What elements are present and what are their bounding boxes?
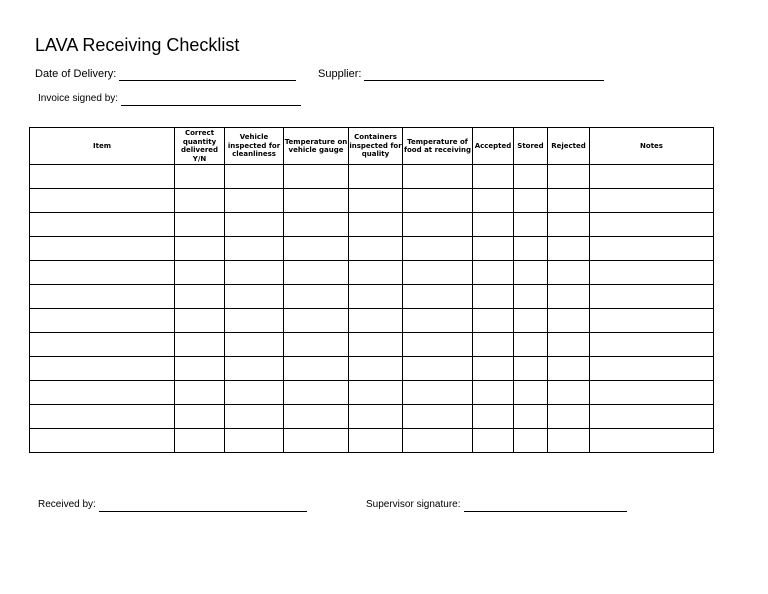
column-header-vehicle-inspected: Vehicle inspected for cleanliness	[225, 128, 284, 165]
table-cell[interactable]	[349, 285, 403, 309]
table-row	[30, 189, 714, 213]
table-cell[interactable]	[30, 333, 175, 357]
table-cell[interactable]	[403, 165, 473, 189]
table-row	[30, 237, 714, 261]
table-cell[interactable]	[590, 357, 714, 381]
table-cell[interactable]	[590, 381, 714, 405]
table-cell[interactable]	[514, 357, 548, 381]
column-header-accepted: Accepted	[473, 128, 514, 165]
table-cell[interactable]	[225, 213, 284, 237]
table-cell[interactable]	[30, 165, 175, 189]
supplier-label: Supplier:	[318, 68, 362, 80]
table-cell[interactable]	[473, 237, 514, 261]
date-of-delivery-label: Date of Delivery:	[35, 68, 117, 80]
table-cell[interactable]	[175, 213, 225, 237]
table-cell[interactable]	[514, 213, 548, 237]
invoice-signed-by-field	[38, 92, 301, 106]
table-cell[interactable]	[514, 381, 548, 405]
table-row	[30, 165, 714, 189]
supervisor-signature-line[interactable]	[464, 499, 627, 512]
table-cell[interactable]	[30, 309, 175, 333]
date-of-delivery-line[interactable]	[119, 68, 296, 81]
table-cell[interactable]	[473, 165, 514, 189]
table-cell[interactable]	[514, 405, 548, 429]
table-cell[interactable]	[349, 213, 403, 237]
table-cell[interactable]	[514, 165, 548, 189]
table-cell[interactable]	[403, 381, 473, 405]
table-cell[interactable]	[590, 405, 714, 429]
table-header-row	[30, 128, 714, 165]
table-cell[interactable]	[225, 285, 284, 309]
table-cell[interactable]	[473, 285, 514, 309]
table-cell[interactable]	[349, 309, 403, 333]
table-cell[interactable]	[403, 429, 473, 453]
table-cell[interactable]	[284, 189, 349, 213]
supervisor-signature-field	[366, 498, 627, 512]
table-row	[30, 285, 714, 309]
table-cell[interactable]	[30, 285, 175, 309]
table-cell[interactable]	[175, 237, 225, 261]
table-cell[interactable]	[548, 333, 590, 357]
table-cell[interactable]	[548, 261, 590, 285]
table-cell[interactable]	[403, 309, 473, 333]
column-header-containers-inspected: Containers inspected for quality	[349, 128, 403, 165]
table-cell[interactable]	[514, 237, 548, 261]
table-cell[interactable]	[175, 285, 225, 309]
table-cell[interactable]	[284, 261, 349, 285]
table-cell[interactable]	[225, 357, 284, 381]
invoice-signed-by-line[interactable]	[121, 93, 301, 106]
table-cell[interactable]	[473, 405, 514, 429]
table-cell[interactable]	[225, 405, 284, 429]
table-cell[interactable]	[403, 333, 473, 357]
table-cell[interactable]	[284, 285, 349, 309]
column-header-stored: Stored	[514, 128, 548, 165]
table-cell[interactable]	[349, 429, 403, 453]
column-header-temperature-vehicle: Temperature on vehicle gauge	[284, 128, 349, 165]
table-cell[interactable]	[349, 189, 403, 213]
table-cell[interactable]	[225, 165, 284, 189]
table-cell[interactable]	[349, 165, 403, 189]
table-cell[interactable]	[349, 261, 403, 285]
table-cell[interactable]	[590, 333, 714, 357]
table-body	[30, 165, 714, 453]
table-cell[interactable]	[30, 381, 175, 405]
table-cell[interactable]	[225, 309, 284, 333]
column-header-temperature-food: Temperature of food at receiving	[403, 128, 473, 165]
received-by-label: Received by:	[38, 499, 96, 510]
column-header-rejected: Rejected	[548, 128, 590, 165]
date-of-delivery-field	[35, 67, 296, 81]
table-cell[interactable]	[548, 165, 590, 189]
supplier-field	[318, 67, 604, 81]
table-cell[interactable]	[590, 165, 714, 189]
table-cell[interactable]	[514, 429, 548, 453]
table-row	[30, 381, 714, 405]
table-cell[interactable]	[403, 285, 473, 309]
table-row	[30, 213, 714, 237]
table-cell[interactable]	[514, 261, 548, 285]
table-cell[interactable]	[403, 261, 473, 285]
table-cell[interactable]	[473, 429, 514, 453]
table-cell[interactable]	[30, 213, 175, 237]
supervisor-signature-label: Supervisor signature:	[366, 499, 461, 510]
table-cell[interactable]	[30, 429, 175, 453]
table-cell[interactable]	[548, 237, 590, 261]
table-row	[30, 405, 714, 429]
table-cell[interactable]	[284, 213, 349, 237]
table-cell[interactable]	[590, 429, 714, 453]
table-cell[interactable]	[225, 429, 284, 453]
table-cell[interactable]	[548, 285, 590, 309]
page-title: LAVA Receiving Checklist	[35, 35, 240, 55]
table-cell[interactable]	[548, 429, 590, 453]
table-cell[interactable]	[284, 237, 349, 261]
table-cell[interactable]	[473, 213, 514, 237]
table-cell[interactable]	[403, 237, 473, 261]
table-cell[interactable]	[175, 309, 225, 333]
table-cell[interactable]	[30, 261, 175, 285]
table-cell[interactable]	[514, 285, 548, 309]
table-cell[interactable]	[403, 213, 473, 237]
table-cell[interactable]	[514, 189, 548, 213]
table-cell[interactable]	[30, 405, 175, 429]
table-cell[interactable]	[175, 261, 225, 285]
received-by-line[interactable]	[99, 499, 307, 512]
table-cell[interactable]	[175, 405, 225, 429]
table-cell[interactable]	[284, 381, 349, 405]
table-cell[interactable]	[473, 357, 514, 381]
table-cell[interactable]	[473, 381, 514, 405]
table-cell[interactable]	[349, 405, 403, 429]
receiving-checklist-table	[29, 127, 714, 453]
table-cell[interactable]	[225, 237, 284, 261]
table-cell[interactable]	[473, 309, 514, 333]
table-cell[interactable]	[225, 261, 284, 285]
table-cell[interactable]	[349, 333, 403, 357]
table-cell[interactable]	[30, 189, 175, 213]
table-cell[interactable]	[349, 237, 403, 261]
table-cell[interactable]	[225, 333, 284, 357]
table-cell[interactable]	[225, 381, 284, 405]
table-cell[interactable]	[473, 333, 514, 357]
column-header-notes: Notes	[590, 128, 714, 165]
table-cell[interactable]	[284, 309, 349, 333]
table-cell[interactable]	[548, 309, 590, 333]
table-cell[interactable]	[590, 189, 714, 213]
table-cell[interactable]	[175, 189, 225, 213]
table-cell[interactable]	[403, 357, 473, 381]
column-header-item: Item	[30, 128, 175, 165]
table-cell[interactable]	[590, 285, 714, 309]
table-cell[interactable]	[473, 189, 514, 213]
table-cell[interactable]	[284, 429, 349, 453]
table-cell[interactable]	[284, 405, 349, 429]
table-cell[interactable]	[175, 429, 225, 453]
table-row	[30, 333, 714, 357]
table-row	[30, 309, 714, 333]
table-cell[interactable]	[590, 213, 714, 237]
table-cell[interactable]	[514, 333, 548, 357]
table-cell[interactable]	[590, 237, 714, 261]
table-cell[interactable]	[473, 261, 514, 285]
table-cell[interactable]	[548, 189, 590, 213]
table-cell[interactable]	[548, 357, 590, 381]
column-header-correct-quantity: Correct quantity delivered Y/N	[175, 128, 225, 165]
table-row	[30, 357, 714, 381]
table-cell[interactable]	[590, 261, 714, 285]
table-cell[interactable]	[514, 309, 548, 333]
table-cell[interactable]	[349, 357, 403, 381]
supplier-line[interactable]	[364, 68, 604, 81]
table-cell[interactable]	[548, 213, 590, 237]
table-cell[interactable]	[284, 357, 349, 381]
received-by-field	[38, 498, 307, 512]
table-cell[interactable]	[175, 357, 225, 381]
invoice-signed-by-label: Invoice signed by:	[38, 93, 119, 104]
table-cell[interactable]	[175, 333, 225, 357]
table-cell[interactable]	[590, 309, 714, 333]
table-cell[interactable]	[284, 333, 349, 357]
table-cell[interactable]	[403, 189, 473, 213]
table-cell[interactable]	[403, 405, 473, 429]
table-cell[interactable]	[284, 165, 349, 189]
table-cell[interactable]	[548, 381, 590, 405]
table-cell[interactable]	[30, 237, 175, 261]
table-cell[interactable]	[548, 405, 590, 429]
table-cell[interactable]	[175, 165, 225, 189]
table-cell[interactable]	[225, 189, 284, 213]
table-cell[interactable]	[175, 381, 225, 405]
table-cell[interactable]	[349, 381, 403, 405]
table-row	[30, 429, 714, 453]
table-cell[interactable]	[30, 357, 175, 381]
table-row	[30, 261, 714, 285]
